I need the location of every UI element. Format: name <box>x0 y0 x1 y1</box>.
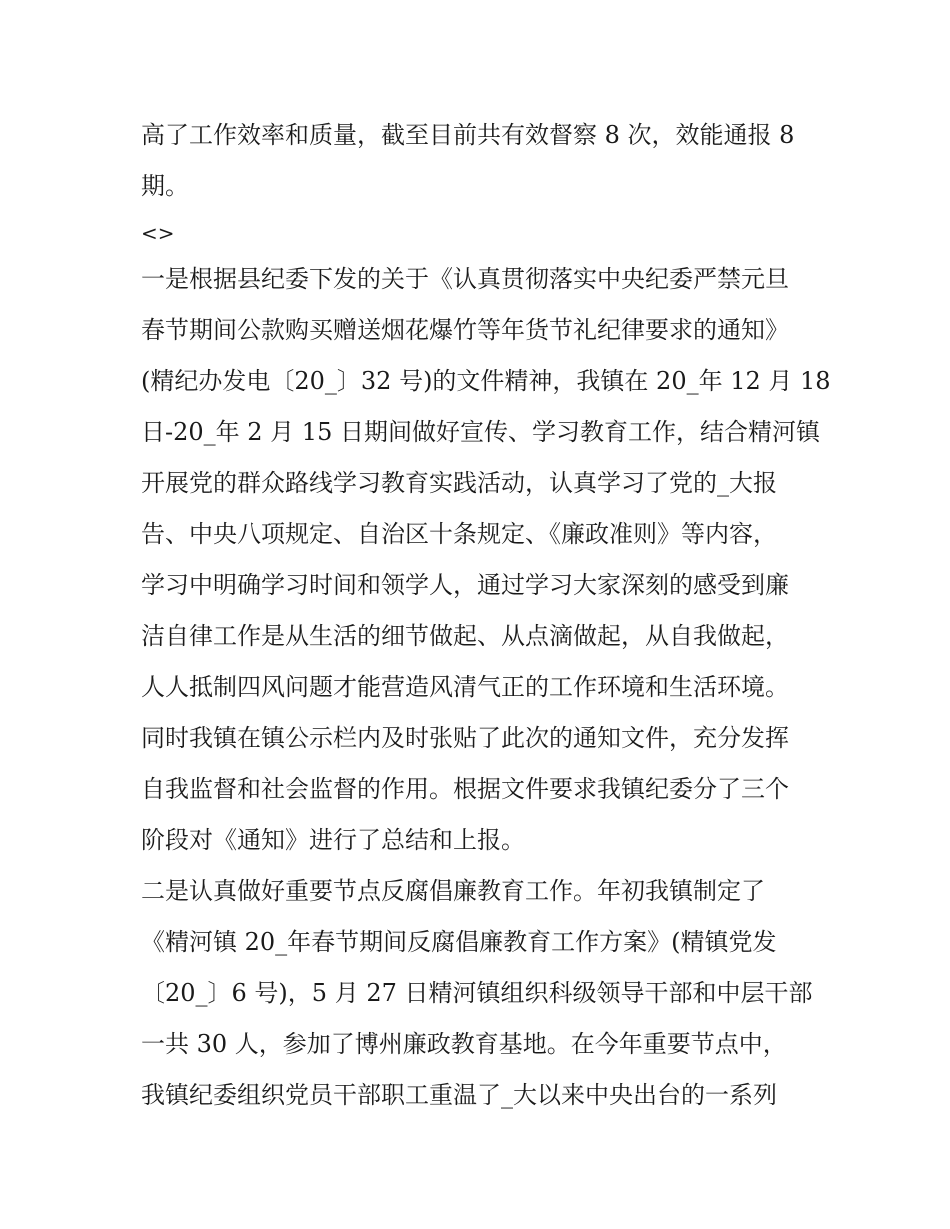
text-line: 人人抵制四风问题才能营造风清气正的工作环境和生活环境。 <box>141 673 789 701</box>
text-line: 高了工作效率和质量，截至目前共有效督察 8 次，效能通报 8 <box>141 121 795 149</box>
text-line: 开展党的群众路线学习教育实践活动，认真学习了党的_大报 <box>141 469 777 497</box>
text-line: 《精河镇 20_年春节期间反腐倡廉教育工作方案》(精镇党发 <box>141 928 777 956</box>
text-line: 同时我镇在镇公示栏内及时张贴了此次的通知文件，充分发挥 <box>141 724 789 752</box>
text-line: 春节期间公款购买赠送烟花爆竹等年货节礼纪律要求的通知》 <box>141 316 789 344</box>
text-line: 期。 <box>141 172 189 200</box>
text-line: (精纪办发电〔20_〕32 号)的文件精神，我镇在 20_年 12 月 18 <box>141 367 831 395</box>
text-line: 阶段对《通知》进行了总结和上报。 <box>141 826 525 854</box>
text-line: 日-20_年 2 月 15 日期间做好宣传、学习教育工作，结合精河镇 <box>141 418 820 446</box>
text-line: 〔20_〕6 号)，5 月 27 日精河镇组织科级领导干部和中层干部 <box>141 979 813 1007</box>
text-line: 学习中明确学习时间和领学人，通过学习大家深刻的感受到廉 <box>141 571 789 599</box>
text-line: 一共 30 人，参加了博州廉政教育基地。在今年重要节点中， <box>141 1030 787 1058</box>
text-line: 二是认真做好重要节点反腐倡廉教育工作。年初我镇制定了 <box>141 877 765 905</box>
text-line: 自我监督和社会监督的作用。根据文件要求我镇纪委分了三个 <box>141 775 789 803</box>
text-line: <> <box>141 221 175 245</box>
text-line: 洁自律工作是从生活的细节做起、从点滴做起，从自我做起， <box>141 622 789 650</box>
body-text <box>141 110 831 1121</box>
text-line: 一是根据县纪委下发的关于《认真贯彻落实中央纪委严禁元旦 <box>141 265 789 293</box>
text-line: 告、中央八项规定、自治区十条规定、《廉政准则》等内容， <box>141 520 777 548</box>
text-line: 我镇纪委组织党员干部职工重温了_大以来中央出台的一系列 <box>141 1081 777 1109</box>
